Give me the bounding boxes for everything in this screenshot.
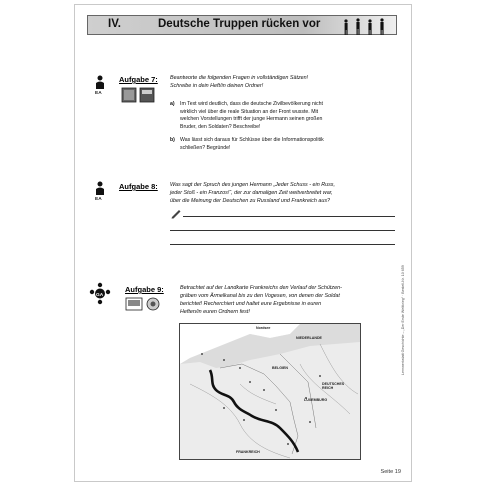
map-label-niederlande: NIEDERLANDE [296, 336, 322, 340]
text-line: gräben vom Ärmelkanal bis zu den Vogesen, von denen der Soldat [180, 293, 340, 299]
task-8-instructions [170, 181, 400, 205]
text-line: wirklich viel über die reale Situation an der Front wusste. Mit [180, 108, 319, 115]
chapter-banner [87, 15, 397, 35]
text-line: Bruder, den Soldaten? Beschreibe! [180, 123, 261, 130]
ga-badge: GA [96, 293, 104, 298]
map-label-belgien: BELGIEN [272, 366, 288, 370]
text-line: berichtet! Recherchiert und haltet eure Ergebnisse in euren [180, 301, 322, 307]
text-line: Was lässt sich daraus für Schlüsse über die Informationspolitik [180, 137, 324, 143]
map-drawing [180, 324, 360, 459]
task-7-question-b [170, 137, 395, 152]
task-7-label: Aufgabe 7: [119, 75, 158, 84]
research-icons [125, 297, 165, 311]
text-line: jeder Stoß - ein Franzos!“, der zur damaligen Zeit weitverbreitet war, [170, 190, 333, 196]
pencil-icon [170, 207, 182, 219]
task-7-instructions [170, 74, 395, 90]
question-key: a) [170, 101, 175, 107]
map-label-luxemburg: LUXEMBURG [304, 398, 328, 402]
text-line: welchen Vorstellungen trifft der junge Hermann seinen großen [180, 116, 323, 123]
page-title: Deutsche Truppen rücken vor [158, 18, 321, 30]
worksheet-page [74, 4, 412, 482]
ea-badge: EA [95, 197, 102, 202]
map-label-deutsches-reich: DEUTSCHES REICH [322, 382, 345, 390]
book-icons [121, 87, 157, 103]
text-line: Im Text wird deutlich, dass die deutsche Zivilbevölkerung nicht [180, 101, 323, 107]
soldiers-silhouette-icon [332, 16, 392, 36]
text-line: schließen? Begründe! [180, 144, 231, 151]
answer-line[interactable] [183, 216, 395, 217]
text-line: Schreibe in dein Heft/in deinen Ordner! [170, 83, 264, 89]
task-9-label: Aufgabe 9: [125, 285, 164, 294]
single-work-person-icon [95, 75, 105, 89]
answer-line[interactable] [170, 230, 395, 231]
text-line: Was sagt der Spruch des jungen Hermann „Jeder Schuss - ein Russ, [170, 182, 335, 188]
map-label-frankreich: FRANKREICH [236, 450, 260, 454]
text-line: Heften/in euren Ordnern fest! [180, 309, 250, 315]
text-line: über die Meinung der Deutschen zu Russland und Frankreich aus? [170, 198, 331, 204]
task-7-question-a [170, 101, 395, 131]
chapter-number: IV. [108, 18, 122, 30]
text-line: Beantworte die folgenden Fragen in vollständigen Sätzen! [170, 75, 309, 81]
map-label-nordsee: Nordsee [256, 326, 271, 330]
page-number: Seite 19 [380, 469, 401, 475]
task-8-label: Aufgabe 8: [119, 182, 158, 191]
question-key: b) [170, 137, 175, 143]
task-9-instructions [180, 284, 395, 316]
western-front-map [179, 323, 361, 460]
publisher-side-text: Lernwerkstatt Geschichte – „Der Erste Weltkrieg“ · Bestell-Nr. 10 659 [401, 265, 405, 375]
answer-line[interactable] [170, 244, 395, 245]
ea-badge: EA [95, 91, 102, 96]
text-line: Betrachtet auf der Landkarte Frankreichs den Verlauf der Schützen- [180, 285, 342, 291]
single-work-person-icon [95, 181, 105, 195]
